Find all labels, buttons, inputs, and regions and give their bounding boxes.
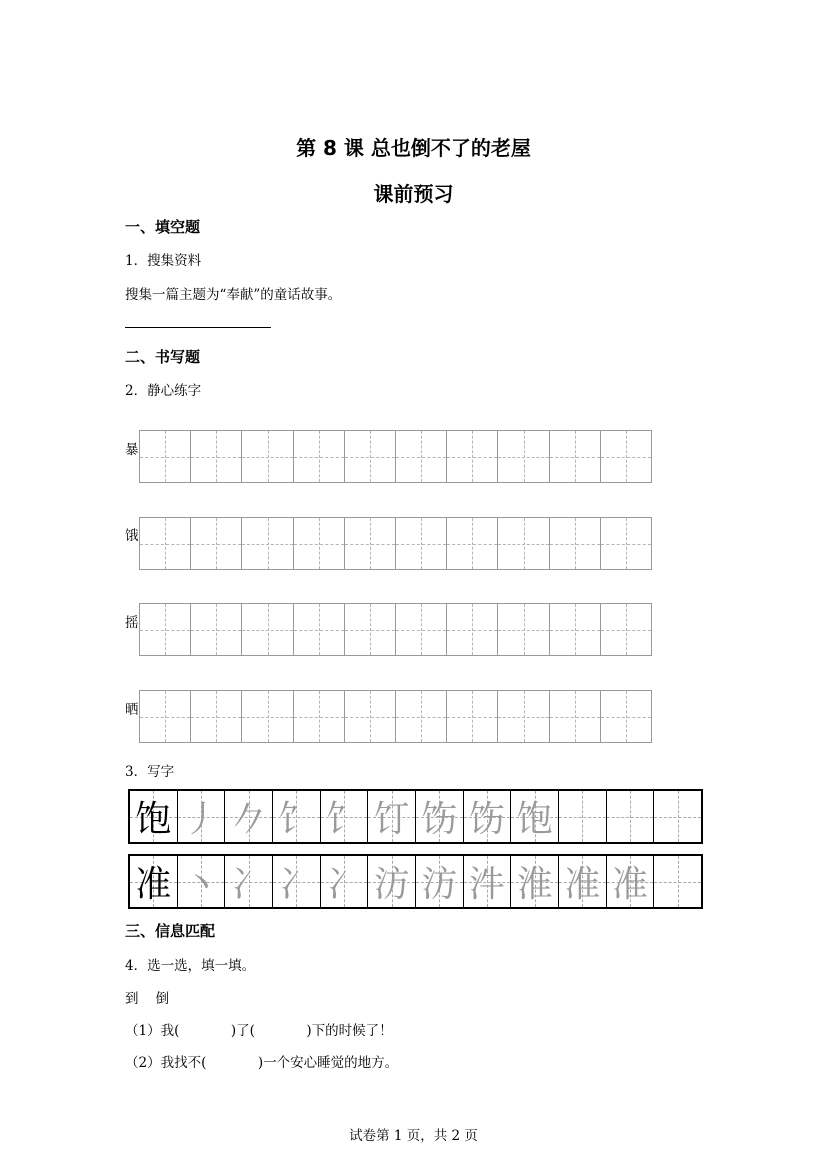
stroke-cell[interactable]: 汸 [368, 856, 416, 907]
practice-char: 饿 [125, 528, 139, 544]
stroke-cell[interactable]: 丶 [178, 856, 226, 907]
question-4-item-2[interactable]: （2）我找不( )一个安心睡觉的地方。 [125, 1055, 399, 1071]
stroke-cell[interactable]: 冫 [225, 856, 273, 907]
question-4-item-1[interactable]: （1）我( )了( )下的时候了！ [125, 1023, 393, 1039]
stroke-cell[interactable]: 饣 [321, 791, 369, 842]
word-options: 到 倒 [125, 991, 170, 1007]
stroke-cell[interactable]: 汼 [464, 856, 512, 907]
question-3-label: 3．写字 [125, 764, 175, 780]
write-grid-row-2[interactable] [128, 854, 703, 909]
question-1-label: 1．搜集资料 [125, 253, 202, 269]
page-footer: 试卷第 1 页，共 2 页 [349, 1128, 478, 1144]
question-4-label: 4．选一选，填一填。 [125, 958, 256, 974]
stroke-cell[interactable]: 饬 [416, 791, 464, 842]
stroke-cell[interactable]: 准 [607, 856, 655, 907]
stroke-cell[interactable]: 饬 [464, 791, 512, 842]
stroke-cell[interactable] [607, 791, 655, 842]
stroke-cell[interactable]: 冫 [321, 856, 369, 907]
stroke-cell[interactable]: 𠂊 [225, 791, 273, 842]
stroke-cell[interactable]: 饱 [511, 791, 559, 842]
page-title: 第 8 课 总也倒不了的老屋 [296, 136, 531, 160]
stroke-cell[interactable]: 准 [559, 856, 607, 907]
answer-line[interactable] [125, 327, 271, 328]
model-char: 饱 [130, 791, 178, 842]
practice-char: 摇 [125, 615, 139, 631]
stroke-cell[interactable] [654, 791, 701, 842]
practice-grid[interactable] [139, 690, 652, 743]
section-heading-match: 三、信息匹配 [125, 922, 216, 940]
stroke-cell[interactable]: 淮 [511, 856, 559, 907]
section-heading-writing: 二、书写题 [125, 348, 201, 366]
stroke-cell[interactable]: 饣 [273, 791, 321, 842]
stroke-cell[interactable]: 冫 [273, 856, 321, 907]
stroke-cell[interactable]: 汸 [416, 856, 464, 907]
stroke-cell[interactable]: 饤 [368, 791, 416, 842]
model-char: 准 [130, 856, 178, 907]
practice-grid[interactable] [139, 603, 652, 656]
practice-grid[interactable] [139, 430, 652, 483]
practice-grid[interactable] [139, 517, 652, 570]
stroke-cell[interactable] [559, 791, 607, 842]
page-subtitle: 课前预习 [373, 182, 454, 206]
section-heading-fill: 一、填空题 [125, 218, 201, 236]
write-grid-row-1[interactable] [128, 789, 703, 844]
stroke-cell[interactable] [654, 856, 701, 907]
practice-char: 晒 [125, 702, 139, 718]
question-2-label: 2．静心练字 [125, 383, 202, 399]
stroke-cell[interactable]: 丿 [178, 791, 226, 842]
question-1-text: 搜集一篇主题为“奉献”的童话故事。 [125, 287, 342, 303]
practice-char: 暴 [125, 442, 139, 458]
